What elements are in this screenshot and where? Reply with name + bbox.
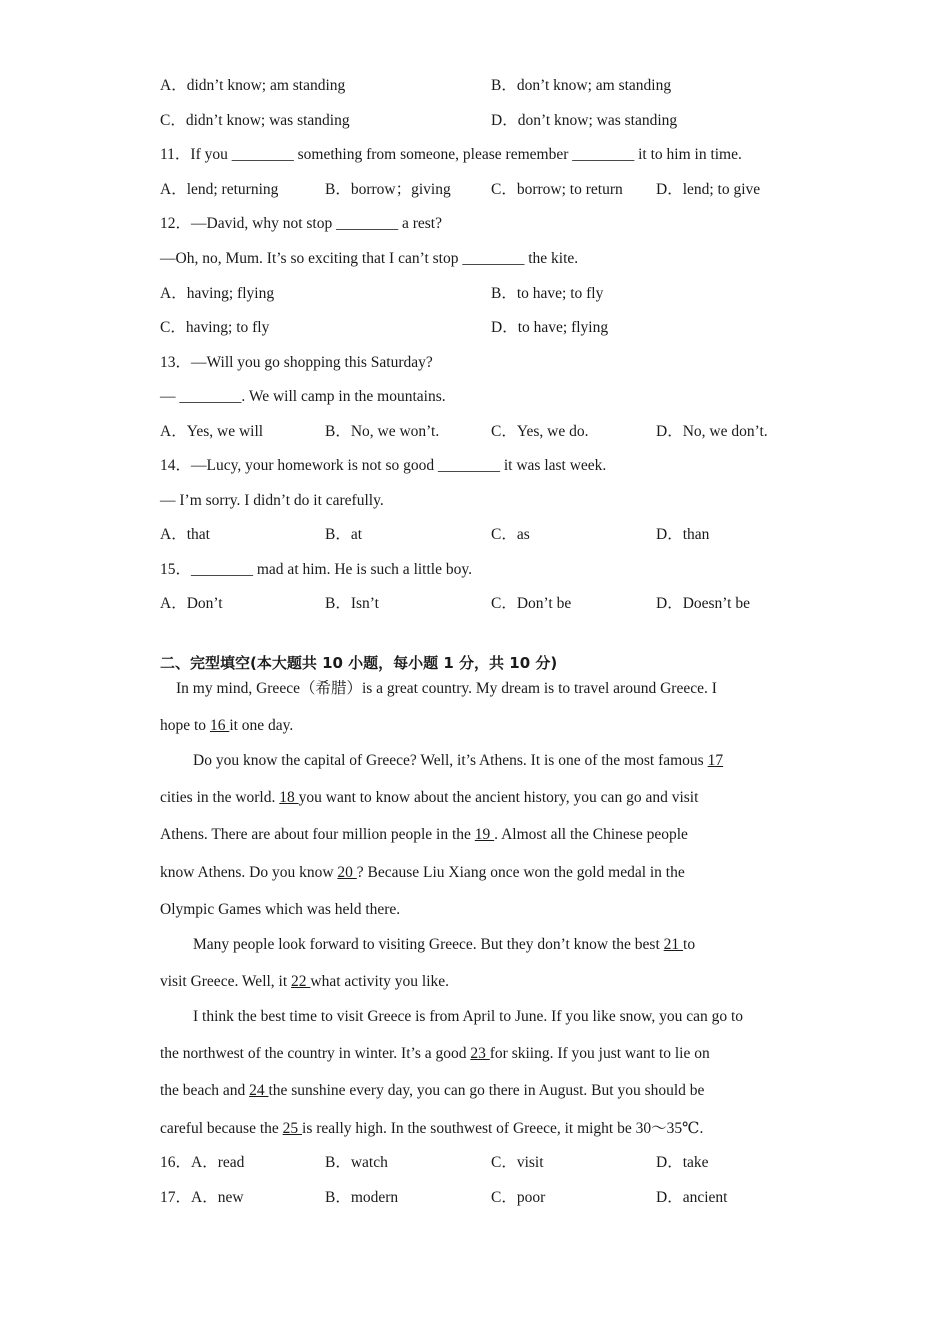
blank-20: 20 xyxy=(337,864,357,881)
q11-option-b[interactable]: B．borrow；giving xyxy=(325,181,451,198)
blank-25: 25 xyxy=(282,1120,303,1137)
q10-option-c[interactable]: C．didn’t know; was standing xyxy=(160,112,350,129)
passage-line: careful because the 25 is really high. In the southwest of Greece, it might be 30～35℃. xyxy=(160,1120,704,1137)
q15-option-a[interactable]: A．Don’t xyxy=(160,595,223,612)
q11-stem: 11．If you ________ something from someone, please remember ________ it to him in time. xyxy=(160,146,742,163)
q11-option-a[interactable]: A．lend; returning xyxy=(160,181,279,198)
q16-option-a[interactable]: 16．A．read xyxy=(160,1154,245,1171)
passage-line: visit Greece. Well, it 22 what activity you like. xyxy=(160,973,450,990)
q17-option-d[interactable]: D．ancient xyxy=(656,1189,728,1206)
passage-line: the northwest of the country in winter. It’s a good 23 for skiing. If you just want to lie on xyxy=(160,1045,710,1062)
q12-option-c[interactable]: C．having; to fly xyxy=(160,319,270,336)
q14-stem: 14．—Lucy, your homework is not so good ________ it was last week. xyxy=(160,457,607,474)
q14-option-c[interactable]: C．as xyxy=(491,526,530,543)
q13-reply: — ________. We will camp in the mountains. xyxy=(160,388,446,405)
q14-option-a[interactable]: A．that xyxy=(160,526,210,543)
q14-option-d[interactable]: D．than xyxy=(656,526,710,543)
passage-line: Do you know the capital of Greece? Well, it’s Athens. It is one of the most famous 17 xyxy=(193,752,724,769)
q13-option-d[interactable]: D．No, we don’t. xyxy=(656,423,768,440)
blank-19: 19 xyxy=(474,826,495,843)
blank-21: 21 xyxy=(663,936,684,953)
q15-option-b[interactable]: B．Isn’t xyxy=(325,595,379,612)
q13-option-c[interactable]: C．Yes, we do. xyxy=(491,423,589,440)
passage-line: In my mind, Greece（希腊）is a great country. My dream is to travel around Greece. I xyxy=(176,680,717,697)
blank-22: 22 xyxy=(291,973,311,990)
q12-option-a[interactable]: A．having; flying xyxy=(160,285,275,302)
q15-option-c[interactable]: C．Don’t be xyxy=(491,595,572,612)
q17-option-a[interactable]: 17．A．new xyxy=(160,1189,244,1206)
q13-stem: 13．—Will you go shopping this Saturday? xyxy=(160,354,433,371)
q12-option-b[interactable]: B．to have; to fly xyxy=(491,285,604,302)
q10-option-d[interactable]: D．don’t know; was standing xyxy=(491,112,678,129)
blank-18: 18 xyxy=(279,789,299,806)
passage-line: cities in the world. 18 you want to know about the ancient history, you can go and visit xyxy=(160,789,699,806)
blank-16: 16 xyxy=(209,717,230,734)
passage-line: Olympic Games which was held there. xyxy=(160,901,401,918)
q13-option-b[interactable]: B．No, we won’t. xyxy=(325,423,440,440)
q11-option-c[interactable]: C．borrow; to return xyxy=(491,181,623,198)
blank-17: 17 xyxy=(707,752,724,769)
blank-24: 24 xyxy=(249,1082,269,1099)
passage-line: Athens. There are about four million people in the 19 . Almost all the Chinese people xyxy=(160,826,688,843)
passage-line: the beach and 24 the sunshine every day, you can go there in August. But you should be xyxy=(160,1082,705,1099)
q15-option-d[interactable]: D．Doesn’t be xyxy=(656,595,750,612)
q14-reply: — I’m sorry. I didn’t do it carefully. xyxy=(160,492,384,509)
q17-option-c[interactable]: C．poor xyxy=(491,1189,546,1206)
q12-option-d[interactable]: D．to have; flying xyxy=(491,319,609,336)
q15-stem: 15．________ mad at him. He is such a little boy. xyxy=(160,561,472,578)
blank-23: 23 xyxy=(470,1045,490,1062)
q14-option-b[interactable]: B．at xyxy=(325,526,363,543)
q16-option-d[interactable]: D．take xyxy=(656,1154,709,1171)
q11-option-d[interactable]: D．lend; to give xyxy=(656,181,761,198)
passage-line: hope to 16 it one day. xyxy=(160,717,294,734)
passage-line: know Athens. Do you know 20 ? Because Liu Xiang once won the gold medal in the xyxy=(160,864,685,881)
q16-option-b[interactable]: B．watch xyxy=(325,1154,388,1171)
q12-stem: 12．—David, why not stop ________ a rest? xyxy=(160,215,442,232)
passage-line: Many people look forward to visiting Greece. But they don’t know the best 21 to xyxy=(193,936,696,953)
section-heading: 二、完型填空(本大题共 10 小题，每小题 1 分，共 10 分) xyxy=(160,654,558,672)
q12-reply: —Oh, no, Mum. It’s so exciting that I can’t stop ________ the kite. xyxy=(160,250,579,267)
passage-line: I think the best time to visit Greece is from April to June. If you like snow, you can go to xyxy=(193,1008,744,1025)
q10-option-a[interactable]: A．didn’t know; am standing xyxy=(160,77,346,94)
q13-option-a[interactable]: A．Yes, we will xyxy=(160,423,264,440)
q10-option-b[interactable]: B．don’t know; am standing xyxy=(491,77,672,94)
q16-option-c[interactable]: C．visit xyxy=(491,1154,544,1171)
q17-option-b[interactable]: B．modern xyxy=(325,1189,399,1206)
